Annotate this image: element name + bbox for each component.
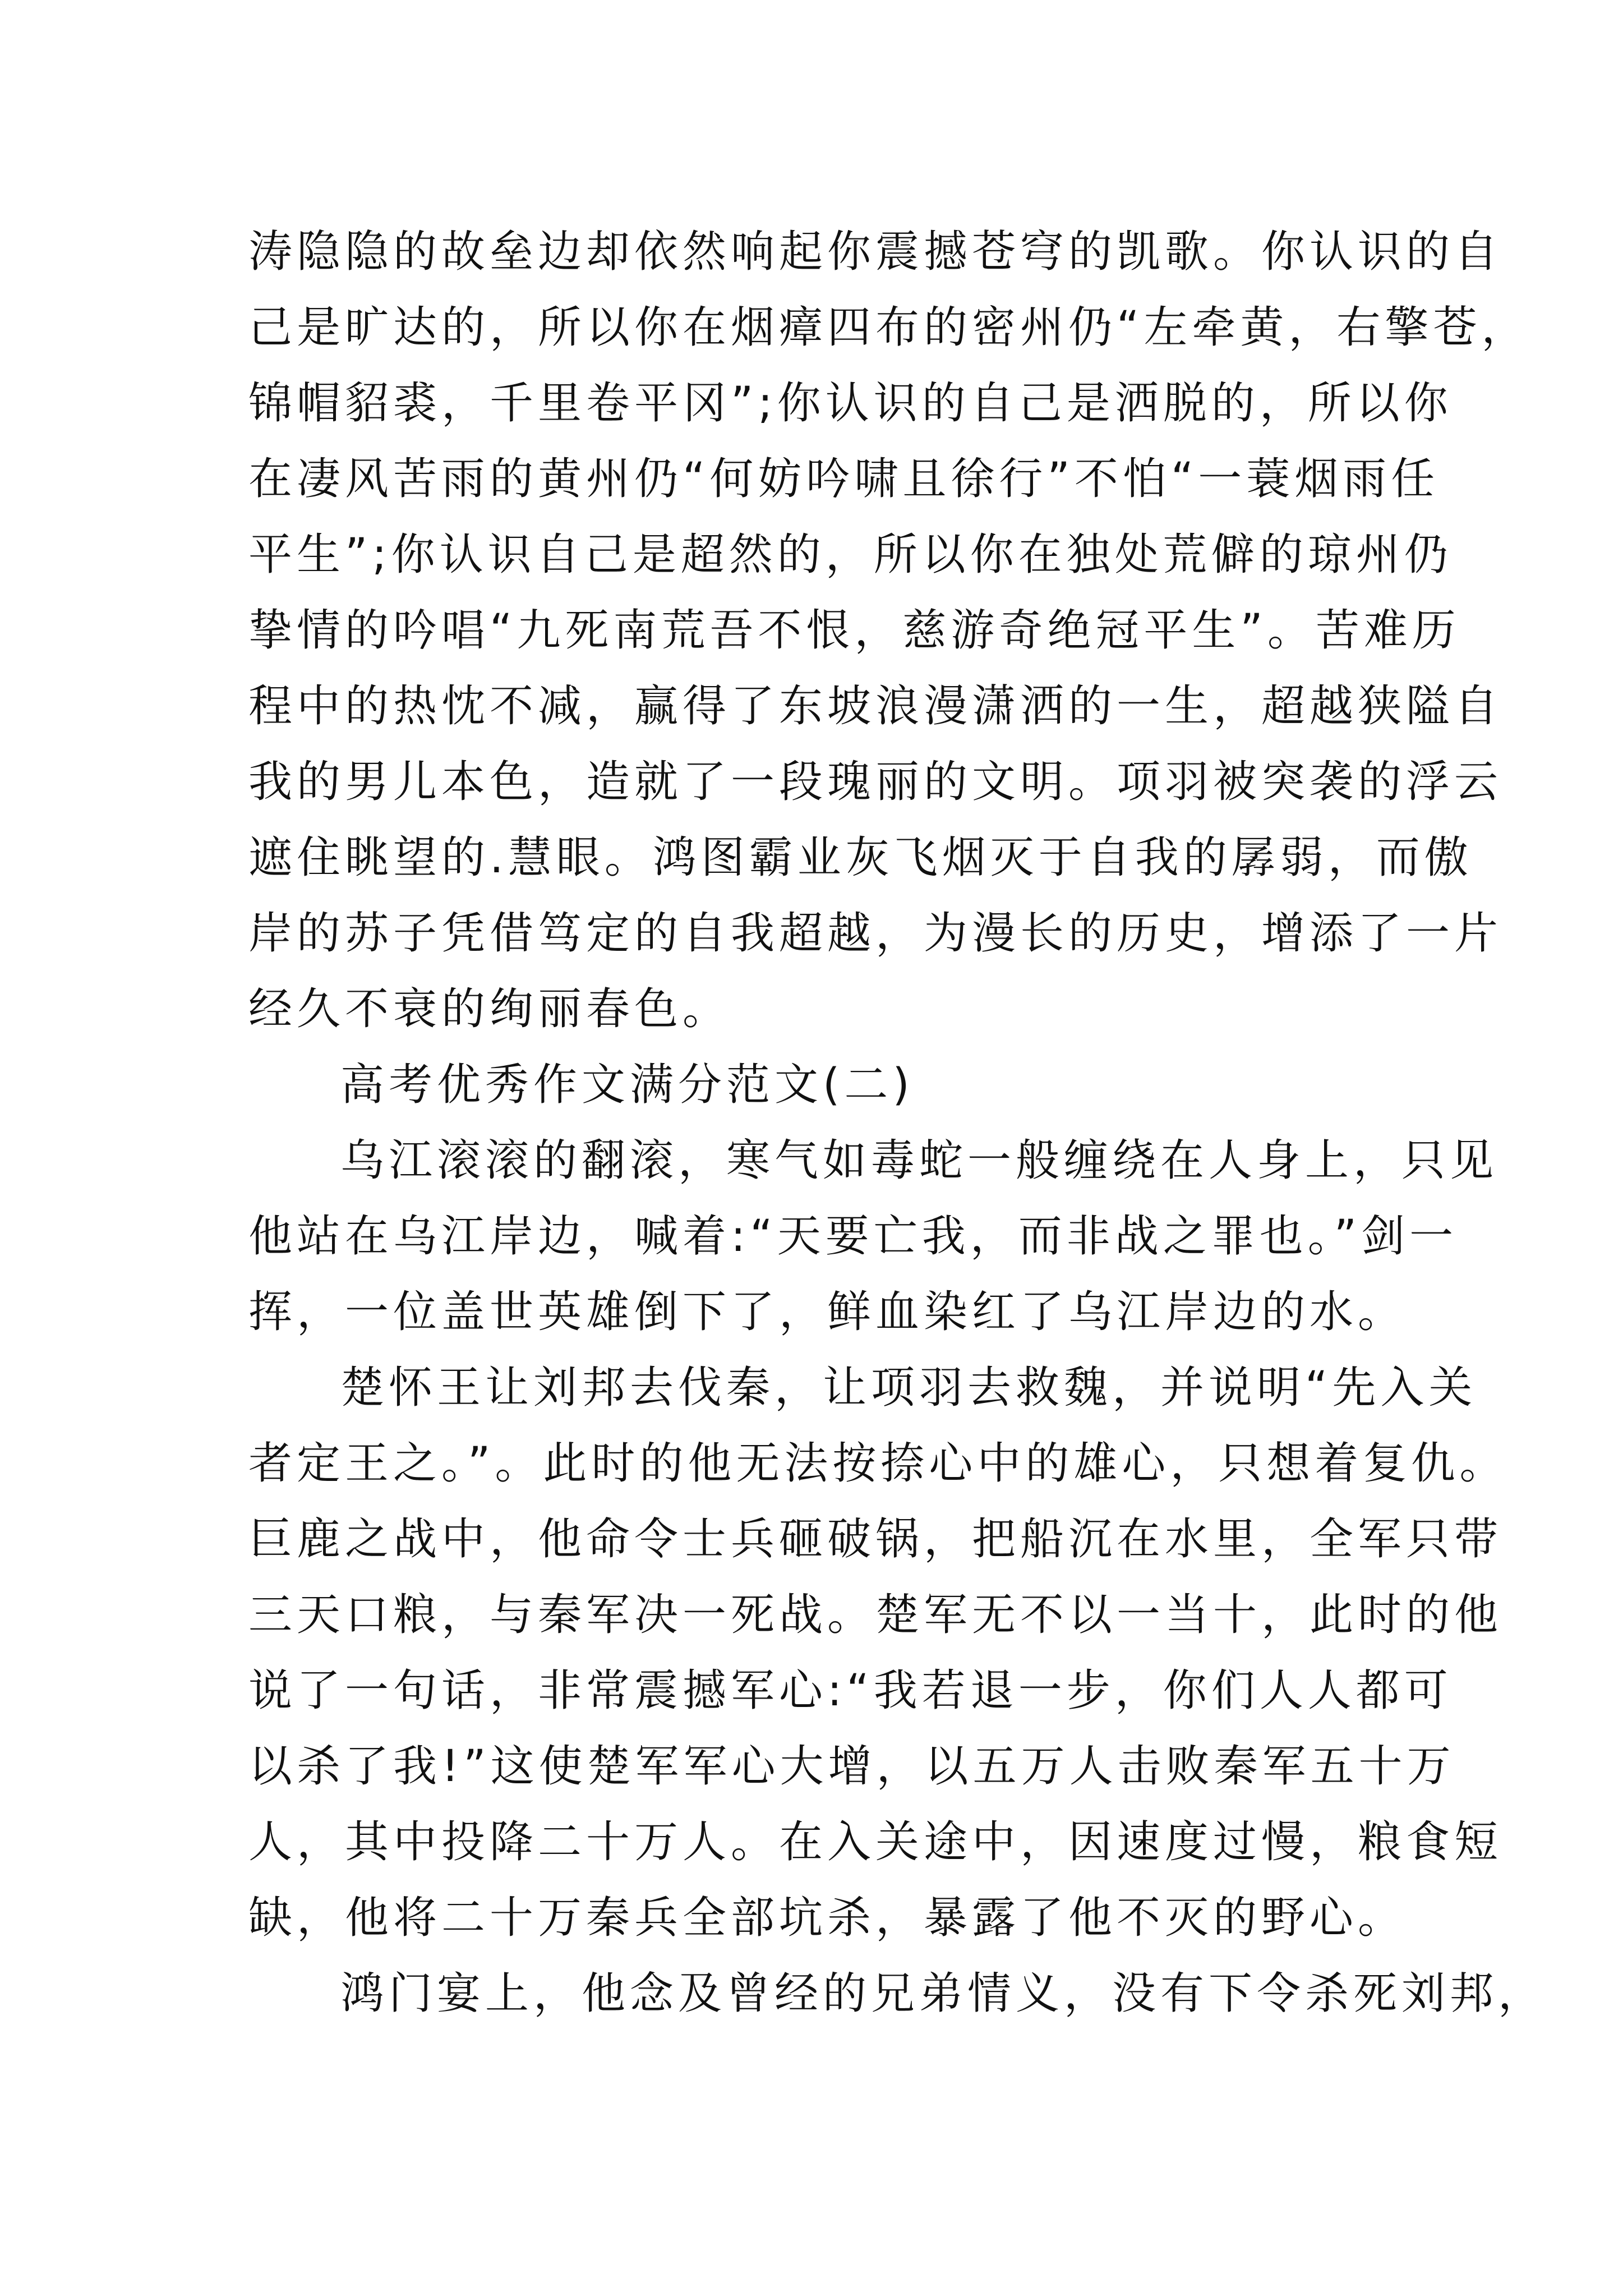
text-line: 平生”;你认识自己是超然的，所以你在独处荒僻的琼州仍	[248, 530, 1453, 580]
text-line: 遮住眺望的.慧眼。鸿图霸业灰飞烟灭于自我的孱弱，而傲	[248, 832, 1473, 883]
text-line: 己是旷达的，所以你在烟瘴四布的密州仍“左牵黄，右擎苍，	[248, 302, 1530, 353]
section-heading	[248, 1047, 1395, 1123]
text-line: 我的男儿本色，造就了一段瑰丽的文明。项羽被突袭的浮云	[248, 757, 1503, 807]
text-line: 在凄风苦雨的黄州仍“何妨吟啸且徐行”不怕“一蓑烟雨任	[248, 454, 1440, 504]
text-line: 挚情的吟唱“九死南荒吾不恨，慈游奇绝冠平生”。苦难历	[248, 605, 1460, 656]
text-line: 程中的热忱不减，赢得了东坡浪漫潇洒的一生，超越狭隘自	[248, 681, 1503, 731]
text-line: 鸿门宴上，他念及曾经的兄弟情义，没有下令杀死刘邦，	[340, 1968, 1547, 2019]
text-line: 巨鹿之战中，他命令士兵砸破锅，把船沉在水里，全军只带	[248, 1514, 1503, 1565]
text-line: 以杀了我!”这使楚军军心大增，以五万人击败秦军五十万	[248, 1741, 1455, 1792]
text-line: 人，其中投降二十万人。在入关途中，因速度过慢，粮食短	[248, 1817, 1503, 1867]
text-line: 岸的苏子凭借笃定的自我超越，为漫长的历史，增添了一片	[248, 908, 1503, 959]
text-line: 他站在乌江岸边，喊着:“天要亡我，而非战之罪也。”剑一	[248, 1211, 1458, 1262]
paragraph	[248, 214, 1530, 1047]
text-line: 三天口粮，与秦军决一死战。楚军无不以一当十，此时的他	[248, 1590, 1503, 1640]
text-line: 者定王之。”。此时的他无法按捺心中的雄心，只想着复仇。	[248, 1438, 1508, 1489]
text-line: 锦帽貂裘，千里卷平冈”;你认识的自己是洒脱的，所以你	[248, 378, 1453, 429]
text-line: 挥，一位盖世英雄倒下了，鲜血染红了乌江岸边的水。	[248, 1287, 1407, 1337]
text-line: 缺，他将二十万秦兵全部坑杀，暴露了他不灭的野心。	[248, 1893, 1407, 1943]
text-line: 说了一句话，非常震撼军心:“我若退一步，你们人人都可	[248, 1665, 1453, 1716]
section-heading-text: 高考优秀作文满分范文(二)	[340, 1060, 914, 1110]
text-line: 涛隐隐的故垒边却依然响起你震撼苍穹的凯歌。你认识的自	[248, 227, 1503, 277]
text-line: 乌江滚滚的翻滚，寒气如毒蛇一般缠绕在人身上，只见	[340, 1135, 1498, 1186]
paragraph	[248, 1956, 1547, 2032]
document-body	[248, 214, 1547, 2032]
paragraph	[248, 1350, 1508, 1956]
text-line: 楚怀王让刘邦去伐秦，让项羽去救魏，并说明“先入关	[340, 1363, 1477, 1413]
paragraph	[248, 1123, 1498, 1350]
text-line: 经久不衰的绚丽春色。	[248, 984, 731, 1034]
